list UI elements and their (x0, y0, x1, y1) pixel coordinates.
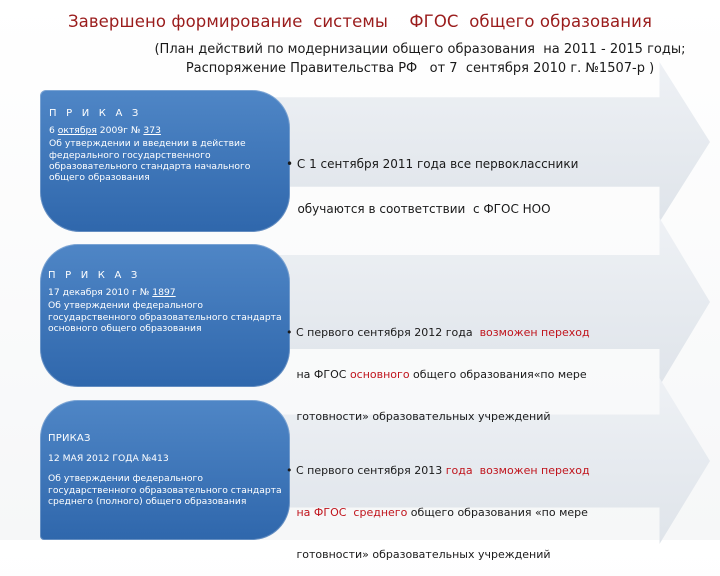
page-subtitle (0, 40, 720, 78)
subtitle-line-2: Распоряжение Правительства РФ от 7 сентября 2010 г. №1507-р ) (185, 61, 655, 76)
order-text: Об утверждении федерального государственного образовательного стандарта основного общего образования (48, 300, 282, 334)
order-date: 17 декабря 2010 г № 1897 (48, 287, 176, 299)
bullet-text-1: • С 1 сентября 2011 года все первоклассники обучаются в соответствии с ФГОС НОО (286, 157, 579, 216)
order-heading: ПРИКАЗ (48, 433, 91, 444)
order-box-2 (40, 244, 290, 387)
order-box-1 (40, 90, 290, 232)
order-text: Об утверждении и введении в действие федерального государственного образовательного стандарта начального общего образования (49, 138, 251, 184)
bullet-text-2: • С первого сентября 2012 года возможен переход на ФГОС основного общего образования«по мере готовности» образовательных учреждений (286, 326, 590, 423)
order-date: 12 МАЯ 2012 ГОДА №413 (48, 453, 169, 465)
order-box-3 (40, 400, 290, 540)
subtitle-line-1: (План действий по модернизации общего образования на 2011 - 2015 годы; (154, 42, 686, 57)
bullet-text-3: • С первого сентября 2013 года возможен переход на ФГОС среднего общего образования «по мере готовности» образовательных учреждений (286, 464, 590, 561)
page-title: Завершено формирование системы ФГОС общего образования (67, 12, 653, 31)
order-date: 6 октября 2009г № 373 (49, 125, 161, 137)
order-heading: П Р И К А З (49, 108, 142, 119)
order-text: Об утверждении федерального государственного образовательного стандарта среднего (полного) общего образования (48, 473, 282, 507)
order-heading: П Р И К А З (48, 270, 141, 281)
